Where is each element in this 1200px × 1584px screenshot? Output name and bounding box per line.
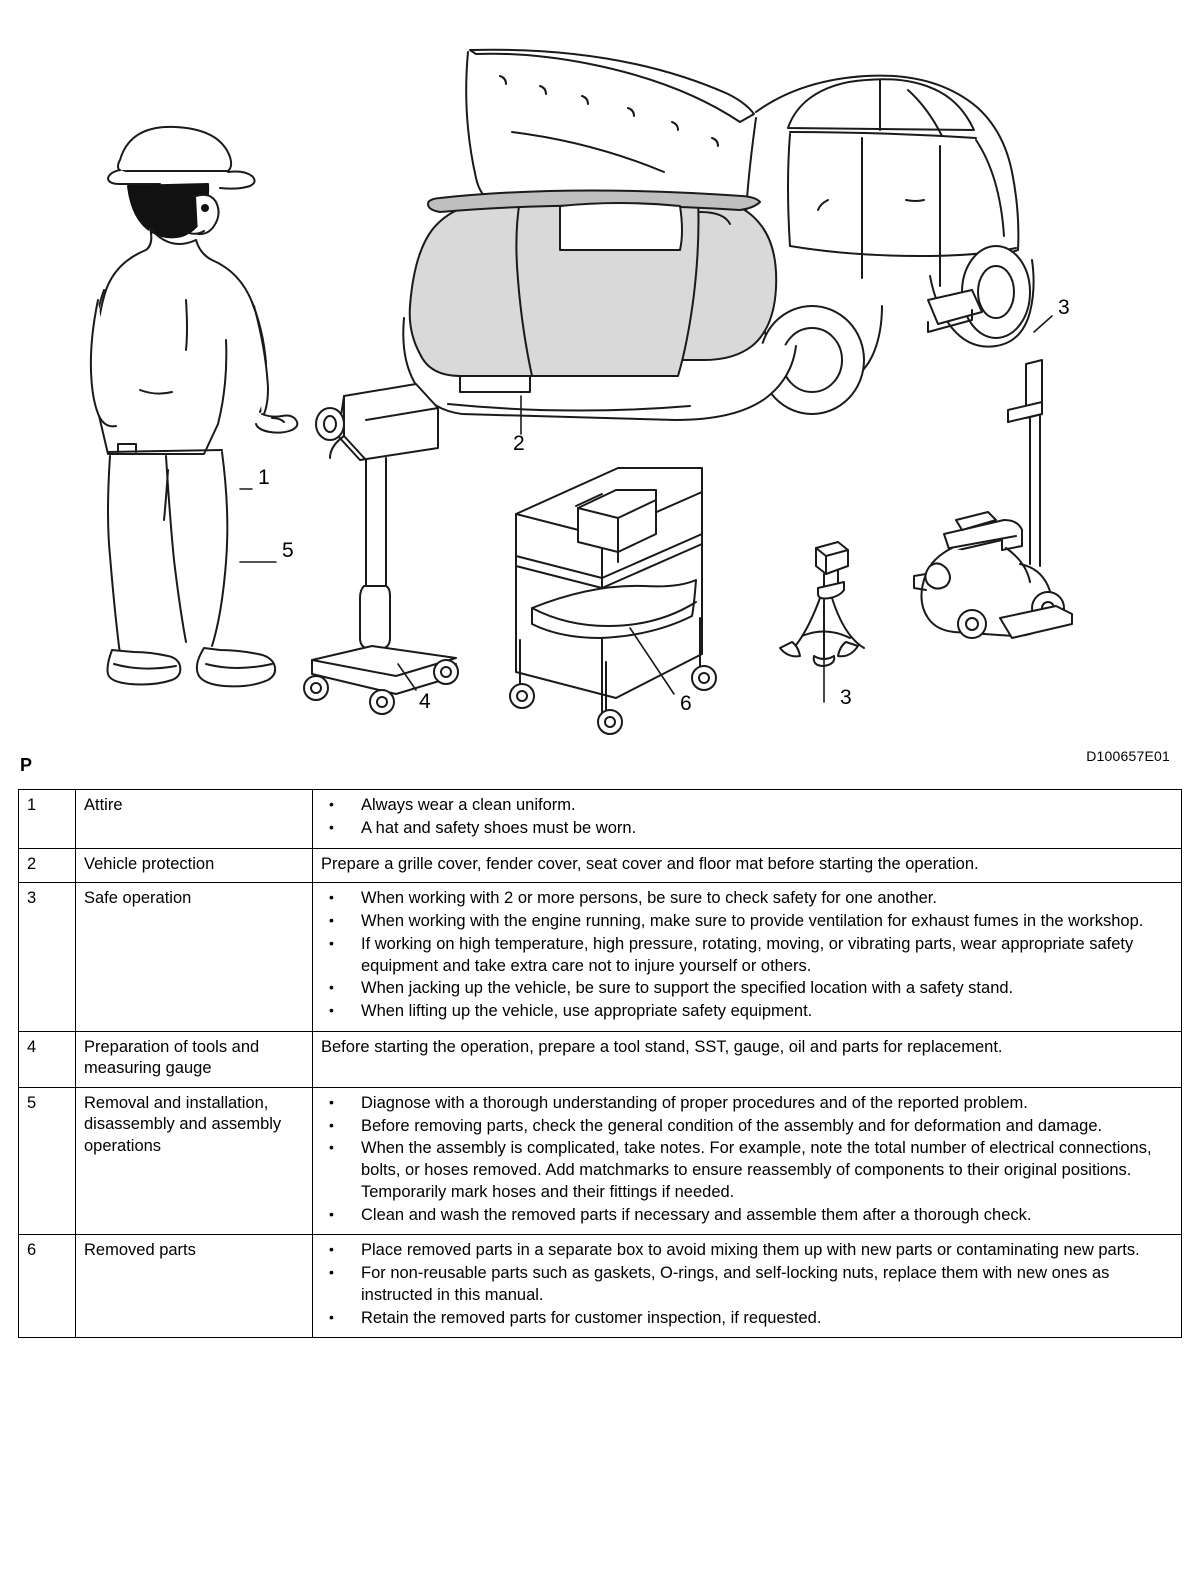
bullet-item: • Place removed parts in a separate box to avoid mixing them up with new parts or contaminating new parts. xyxy=(321,1240,1173,1262)
row-title: Vehicle protection xyxy=(76,848,313,883)
safety-stand xyxy=(780,542,864,666)
bullet-item: • When the assembly is complicated, take notes. For example, note the total number of electrical connections, bolts, or hoses removed. Add matchmarks to ensure reassembly of components to their original positions. Temporarily mark hoses and their fittings if needed. xyxy=(321,1138,1173,1203)
paragraph-text: Before starting the operation, prepare a tool stand, SST, gauge, oil and parts for replacement. xyxy=(321,1037,1003,1056)
row-description xyxy=(313,1235,1182,1338)
row-description xyxy=(313,1087,1182,1235)
callout-5: 5 xyxy=(282,539,294,562)
table-row xyxy=(19,790,1182,849)
bullet-item: • When working with the engine running, make sure to provide ventilation for exhaust fumes in the workshop. xyxy=(321,911,1173,933)
callout-6: 6 xyxy=(680,692,692,715)
technician-figure xyxy=(91,127,297,687)
row-number: 1 xyxy=(19,790,76,849)
specification-table xyxy=(18,789,1182,1338)
row-description xyxy=(313,848,1182,883)
bullet-item: • If working on high temperature, high pressure, rotating, moving, or vibrating parts, wear appropriate safety equipment and take extra care not to injure yourself or others. xyxy=(321,934,1173,978)
row-title: Attire xyxy=(76,790,313,849)
row-description xyxy=(313,1031,1182,1087)
table-row xyxy=(19,883,1182,1032)
bullet-item: • When jacking up the vehicle, be sure to support the specified location with a safety stand. xyxy=(321,978,1173,1000)
row-title: Removed parts xyxy=(76,1235,313,1338)
bullet-item: • Clean and wash the removed parts if necessary and assemble them after a thorough check. xyxy=(321,1205,1173,1227)
technical-illustration-svg xyxy=(0,0,1200,770)
vehicle-with-covers xyxy=(403,50,1033,420)
row-number: 6 xyxy=(19,1235,76,1338)
figure-code: D100657E01 xyxy=(1086,748,1170,764)
page-mark: P xyxy=(20,755,33,775)
bullet-item: • When lifting up the vehicle, use appropriate safety equipment. xyxy=(321,1001,1173,1023)
bullet-item: • For non-reusable parts such as gaskets, O-rings, and self-locking nuts, replace them with new ones as instructed in this manual. xyxy=(321,1263,1173,1307)
bullet-item: • When working with 2 or more persons, be sure to check safety for one another. xyxy=(321,888,1173,910)
callout-2: 2 xyxy=(513,432,525,455)
bullet-item: • Always wear a clean uniform. xyxy=(321,795,1173,817)
row-description xyxy=(313,883,1182,1032)
callout-3-jack: 3 xyxy=(1058,296,1070,319)
bullet-item: • Before removing parts, check the general condition of the assembly and for deformation and damage. xyxy=(321,1116,1173,1138)
callout-1: 1 xyxy=(258,466,270,489)
figure-illustration xyxy=(0,0,1200,775)
table-row xyxy=(19,848,1182,883)
callout-3-stand: 3 xyxy=(840,686,852,709)
row-description xyxy=(313,790,1182,849)
floor-jack xyxy=(914,360,1072,638)
table-row xyxy=(19,1235,1182,1338)
tool-stand xyxy=(304,384,458,714)
row-number: 4 xyxy=(19,1031,76,1087)
row-number: 5 xyxy=(19,1087,76,1235)
callout-4: 4 xyxy=(419,690,431,713)
bullet-item: • A hat and safety shoes must be worn. xyxy=(321,818,1173,840)
table-row xyxy=(19,1087,1182,1235)
table-row xyxy=(19,1031,1182,1087)
bullet-item: • Diagnose with a thorough understanding of proper procedures and of the reported problem. xyxy=(321,1093,1173,1115)
row-title: Preparation of tools and measuring gauge xyxy=(76,1031,313,1087)
row-title: Safe operation xyxy=(76,883,313,1032)
row-title: Removal and installation, disassembly and assembly operations xyxy=(76,1087,313,1235)
bullet-item: • Retain the removed parts for customer inspection, if requested. xyxy=(321,1308,1173,1330)
paragraph-text: Prepare a grille cover, fender cover, seat cover and floor mat before starting the operation. xyxy=(321,854,979,873)
row-number: 3 xyxy=(19,883,76,1032)
row-number: 2 xyxy=(19,848,76,883)
